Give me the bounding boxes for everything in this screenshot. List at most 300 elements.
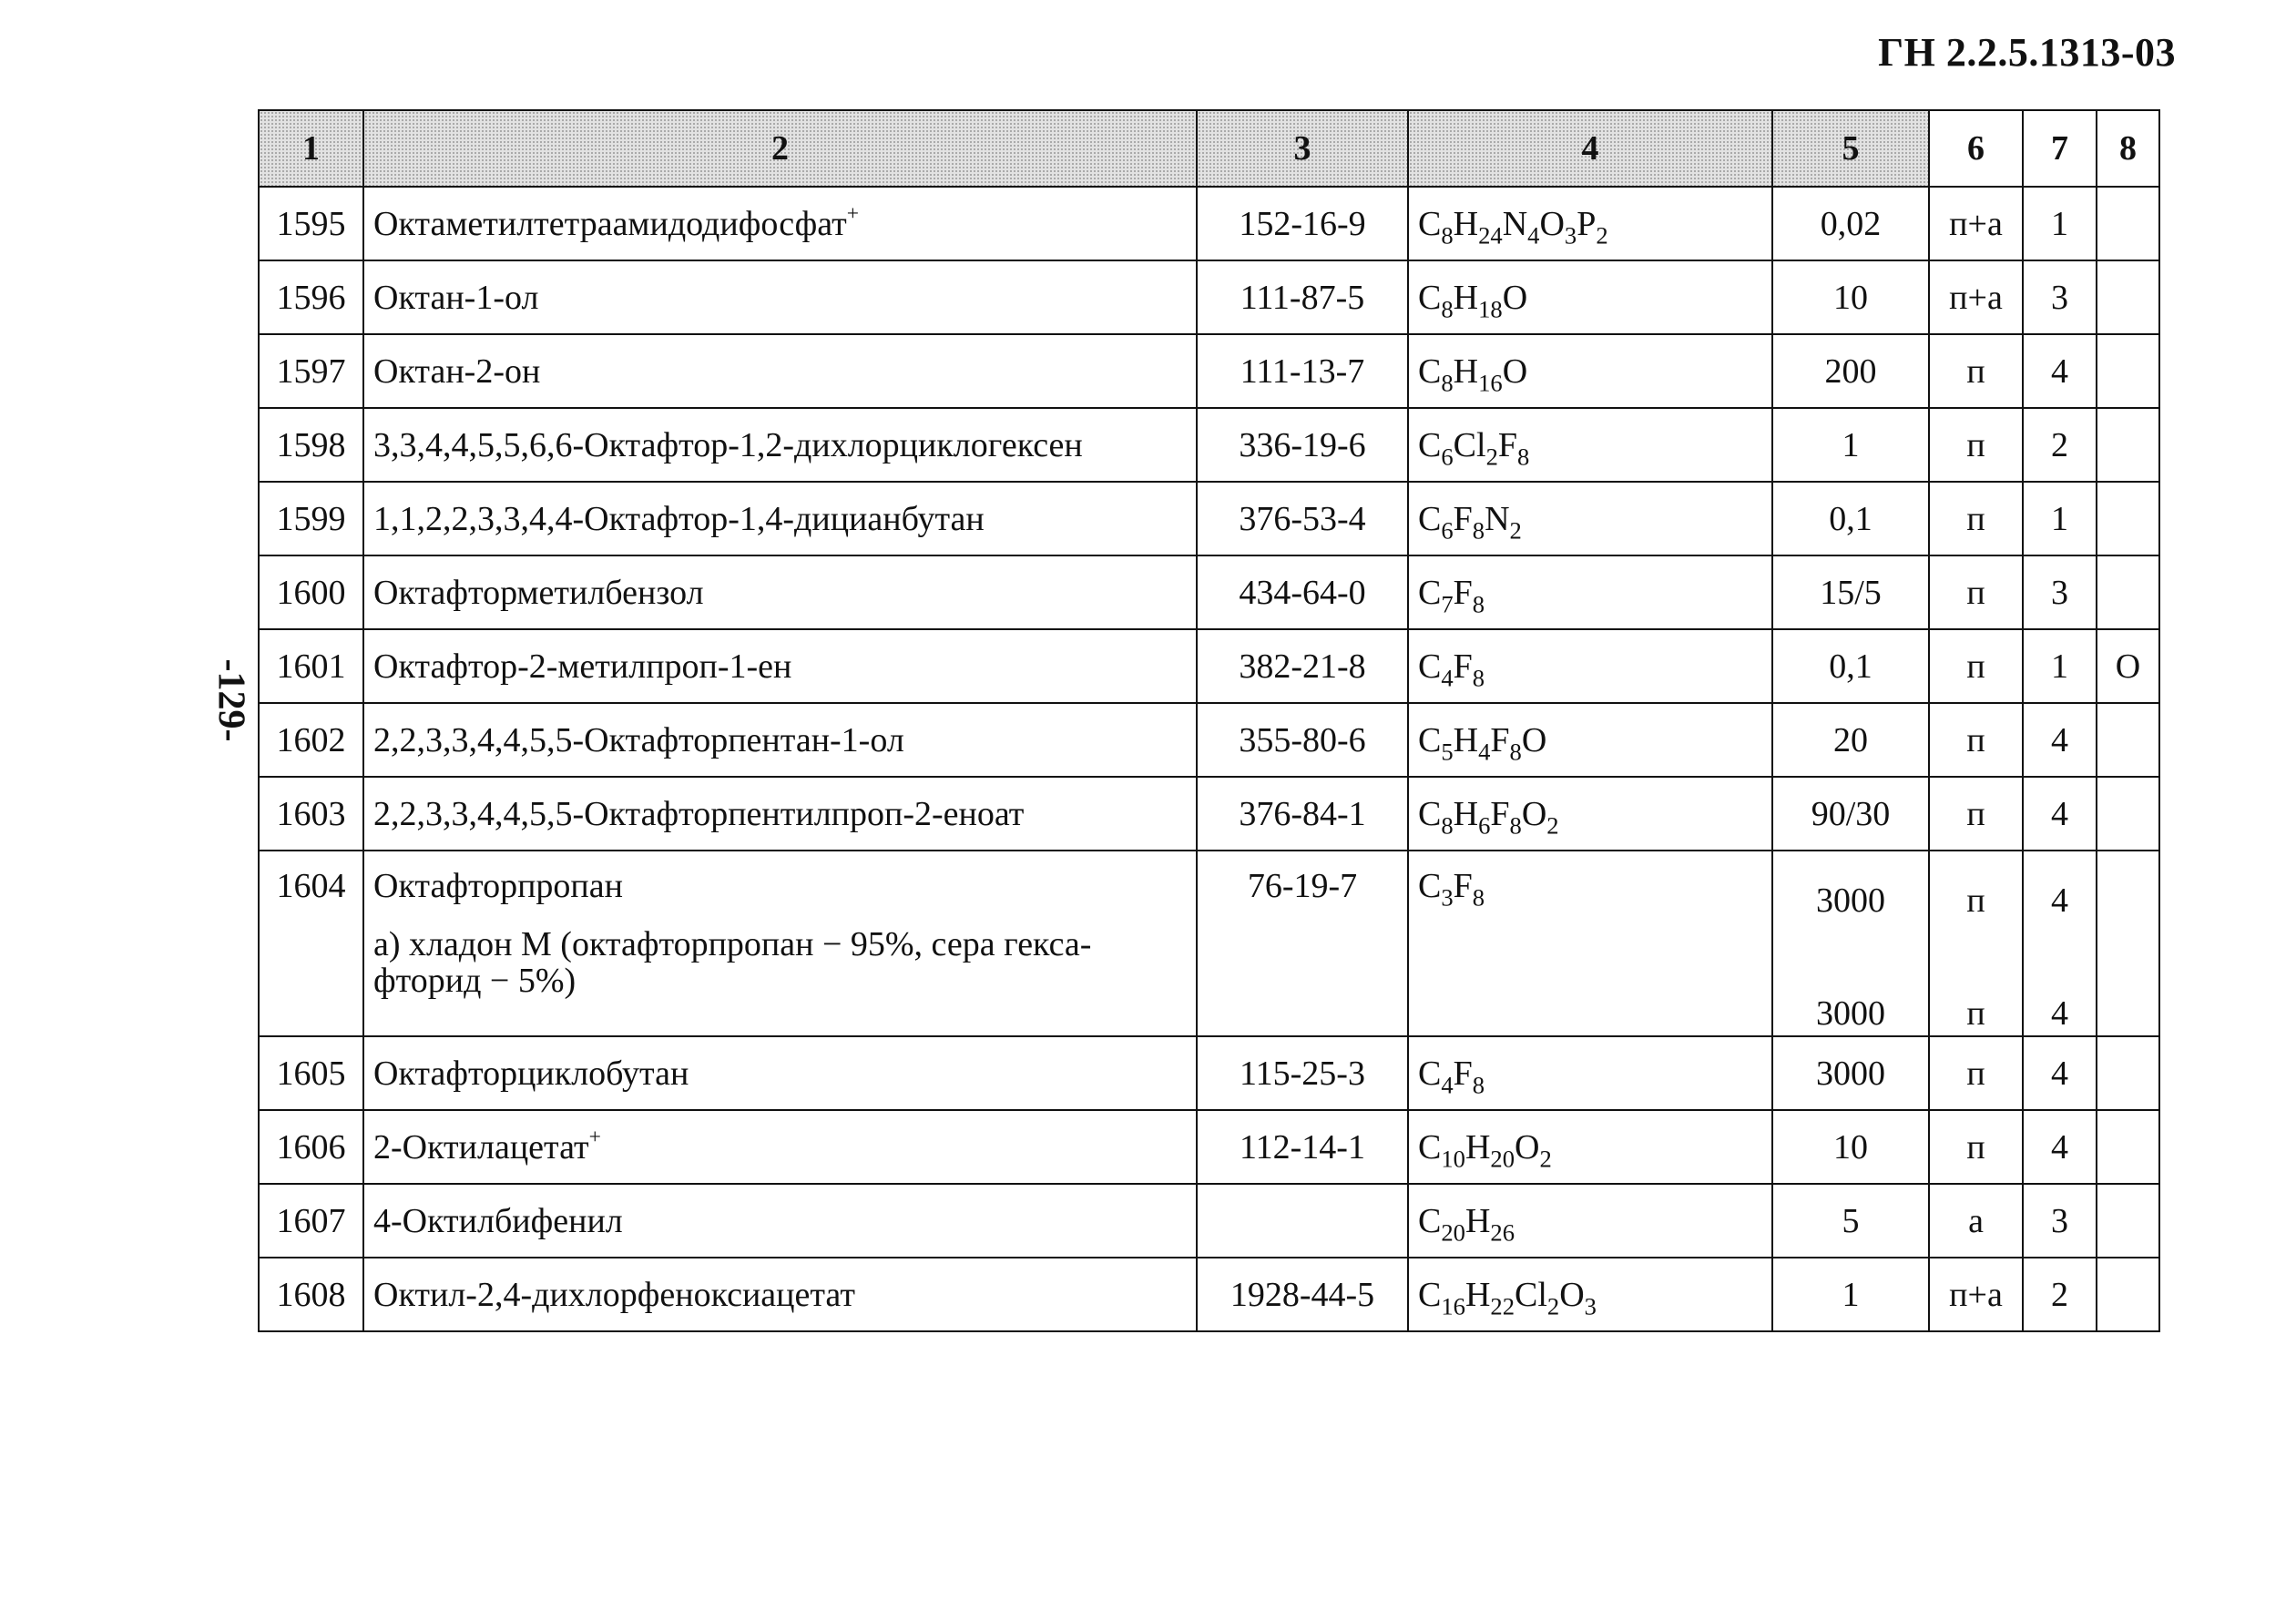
row-number: 1604 [276, 867, 346, 905]
aggregate-state-cell [1929, 777, 2023, 851]
formula-subscript: 22 [1490, 1291, 1515, 1319]
formula-subscript: 8 [1472, 883, 1485, 912]
formula-subscript: 8 [1441, 368, 1454, 396]
formula-element: C [1418, 867, 1442, 905]
substance-name-cell [363, 408, 1197, 482]
aggregate-state-cell [1929, 851, 2023, 1036]
formula-element: C [1418, 1127, 1442, 1167]
hazard-class: 4 [2051, 794, 2068, 833]
substance-name: Октаметилтетраамидодифосфат [373, 204, 847, 243]
row-number: 1600 [276, 573, 346, 612]
formula-subscript: 7 [1441, 589, 1454, 617]
formula-element: C [1418, 794, 1442, 833]
page-number: -129- [209, 658, 252, 742]
exposure-limit-cell [1772, 555, 1929, 629]
formula-subscript: 8 [1509, 737, 1522, 765]
substance-name-cell [363, 555, 1197, 629]
exposure-limit: 0,1 [1829, 499, 1873, 538]
formula-subscript: 8 [1472, 589, 1485, 617]
exposure-limit: 1 [1842, 425, 1860, 464]
formula-subscript: 4 [1441, 1070, 1454, 1098]
cas-number-cell [1197, 1036, 1408, 1110]
cas-number: 382-21-8 [1239, 647, 1366, 686]
document-code: ГН 2.2.5.1313-03 [1878, 30, 2176, 75]
table-row [259, 1036, 2159, 1110]
formula-subscript: 4 [1441, 663, 1454, 691]
formula-cell [1408, 777, 1772, 851]
table-body [259, 187, 2159, 1331]
note-cell [2097, 777, 2159, 851]
aggregate-state-cell [1929, 1258, 2023, 1331]
aggregate-state: п [1966, 720, 1985, 759]
exposure-limit: 3000 [1816, 1054, 1885, 1093]
formula-subscript: 2 [1539, 1144, 1552, 1172]
substance-name-cell [363, 703, 1197, 777]
formula-element: F [1453, 647, 1473, 686]
formula-element: O [1521, 720, 1547, 759]
formula-cell [1408, 851, 1772, 1036]
table-row [259, 1258, 2159, 1331]
row-number: 1602 [276, 720, 346, 759]
hazard-class: 3 [2051, 278, 2068, 317]
row-number-cell [259, 408, 363, 482]
formula-element: C [1418, 1275, 1442, 1314]
hazard-class-cell [2023, 408, 2097, 482]
exposure-limit: 3000 [1816, 881, 1885, 920]
table-row [259, 334, 2159, 408]
row-number: 1601 [276, 647, 346, 686]
hazard-class-cell [2023, 1258, 2097, 1331]
substance-name-cell [363, 777, 1197, 851]
row-number: 1598 [276, 425, 346, 464]
formula-element: O [1539, 204, 1565, 243]
hazard-class-cell [2023, 260, 2097, 334]
exposure-limit: 200 [1824, 352, 1877, 391]
row-number: 1606 [276, 1127, 346, 1167]
row-number-cell [259, 777, 363, 851]
row-number-cell [259, 482, 363, 555]
substance-subname: а) хладон М (октафторпропан − 95%, сера гекса-фторид − 5%) [373, 925, 1092, 1000]
substance-name-cell [363, 1184, 1197, 1258]
formula-cell [1408, 1110, 1772, 1184]
formula-subscript: 4 [1478, 737, 1491, 765]
row-number-cell [259, 260, 363, 334]
cas-number: 111-13-7 [1240, 352, 1365, 391]
aggregate-state: п [1966, 425, 1985, 464]
row-number-cell [259, 703, 363, 777]
row-number: 1607 [276, 1201, 346, 1240]
formula-subscript: 24 [1478, 220, 1503, 249]
note-cell [2097, 555, 2159, 629]
exposure-limit-cell [1772, 334, 1929, 408]
formula-element: F [1490, 794, 1510, 833]
note-cell [2097, 1110, 2159, 1184]
exposure-limit-cell [1772, 187, 1929, 260]
note-cell [2097, 851, 2159, 1036]
formula-element: Cl [1515, 1275, 1547, 1314]
exposure-limit-cell [1772, 260, 1929, 334]
column-header: 6 [1929, 110, 2023, 187]
table-row [259, 187, 2159, 260]
note-cell [2097, 1184, 2159, 1258]
hazard-class: 4 [2051, 881, 2068, 920]
formula-element: F [1453, 1054, 1473, 1093]
cas-number-cell [1197, 777, 1408, 851]
exposure-limit-cell [1772, 629, 1929, 703]
hazard-class: 4 [2051, 1054, 2068, 1093]
row-number: 1599 [276, 499, 346, 538]
exposure-limit: 0,1 [1829, 647, 1873, 686]
formula-subscript: 6 [1441, 442, 1454, 470]
formula-subscript: 8 [1441, 810, 1454, 839]
row-number: 1605 [276, 1054, 346, 1093]
exposure-limit: 90/30 [1811, 794, 1891, 833]
formula-element: O [1559, 1275, 1585, 1314]
cas-number-cell [1197, 482, 1408, 555]
formula-cell [1408, 187, 1772, 260]
cas-number-cell [1197, 851, 1408, 1036]
formula-element: H [1453, 720, 1479, 759]
table-row [259, 1110, 2159, 1184]
substance-name: 2,2,3,3,4,4,5,5-Октафторпентан-1-ол [373, 720, 904, 759]
hazard-class: 4 [2051, 352, 2068, 391]
column-header: 7 [2023, 110, 2097, 187]
cas-number-cell [1197, 408, 1408, 482]
formula-subscript: 26 [1490, 1218, 1515, 1246]
hazard-class: 4 [2051, 720, 2068, 759]
formula-element: C [1418, 425, 1442, 464]
aggregate-state-cell [1929, 1110, 2023, 1184]
formula-subscript: 18 [1478, 294, 1503, 322]
table-row [259, 777, 2159, 851]
note-cell [2097, 334, 2159, 408]
hazard-class: 2 [2051, 425, 2068, 464]
cas-number-cell [1197, 187, 1408, 260]
column-header: 8 [2097, 110, 2159, 187]
note-mark: + [588, 1125, 601, 1149]
substance-name: Октил-2,4-дихлорфеноксиацетат [373, 1275, 855, 1314]
hazard-class-cell [2023, 187, 2097, 260]
formula-subscript: 3 [1564, 220, 1577, 249]
cas-number-cell [1197, 260, 1408, 334]
formula-element: H [1453, 352, 1479, 391]
formula-subscript: 3 [1584, 1291, 1597, 1319]
substance-name: 1,1,2,2,3,3,4,4-Октафтор-1,4-дицианбутан [373, 499, 985, 538]
formula-element: H [1453, 278, 1479, 317]
aggregate-state: п [1966, 1054, 1985, 1093]
hazard-class: 1 [2051, 647, 2068, 686]
hazard-class-cell [2023, 555, 2097, 629]
formula-cell [1408, 1184, 1772, 1258]
hazard-class: 4 [2051, 1127, 2068, 1167]
aggregate-state-cell [1929, 260, 2023, 334]
formula-subscript: 8 [1509, 810, 1522, 839]
cas-number-cell [1197, 334, 1408, 408]
formula-cell [1408, 408, 1772, 482]
aggregate-state-cell [1929, 555, 2023, 629]
table-row [259, 408, 2159, 482]
hazard-class-cell [2023, 334, 2097, 408]
formula-element: C [1418, 1201, 1442, 1240]
substance-name: 4-Октилбифенил [373, 1201, 623, 1240]
substances-table [258, 109, 2160, 1332]
aggregate-state-sub: п [1966, 994, 1985, 1033]
exposure-limit: 10 [1833, 1127, 1868, 1167]
formula-subscript: 8 [1517, 442, 1530, 470]
table-row [259, 629, 2159, 703]
row-number: 1597 [276, 352, 346, 391]
substance-name: Октафторметилбензол [373, 573, 704, 612]
formula-subscript: 3 [1441, 883, 1454, 912]
substance-name-cell [363, 482, 1197, 555]
substance-name-cell [363, 629, 1197, 703]
cas-number: 434-64-0 [1239, 573, 1366, 612]
row-number-cell [259, 629, 363, 703]
exposure-limit-cell [1772, 1110, 1929, 1184]
cas-number-cell [1197, 1184, 1408, 1258]
formula-element: C [1418, 499, 1442, 538]
table-row [259, 703, 2159, 777]
formula-cell [1408, 1258, 1772, 1331]
formula-element: C [1418, 204, 1442, 243]
aggregate-state-cell [1929, 482, 2023, 555]
formula-element: Cl [1453, 425, 1486, 464]
hazard-class-cell [2023, 1036, 2097, 1110]
formula-subscript: 20 [1441, 1218, 1465, 1246]
formula-element: N [1485, 499, 1510, 538]
formula-subscript: 16 [1441, 1291, 1465, 1319]
formula-element: F [1453, 499, 1473, 538]
cas-number: 376-53-4 [1239, 499, 1366, 538]
exposure-limit: 10 [1833, 278, 1868, 317]
note-cell [2097, 482, 2159, 555]
cas-number: 115-25-3 [1240, 1054, 1365, 1093]
formula-subscript: 16 [1478, 368, 1503, 396]
hazard-class: 1 [2051, 499, 2068, 538]
hazard-class: 3 [2051, 573, 2068, 612]
formula-subscript: 8 [1441, 294, 1454, 322]
exposure-limit-cell [1772, 703, 1929, 777]
formula-element: F [1497, 425, 1517, 464]
hazard-class-cell [2023, 482, 2097, 555]
substance-name-cell [363, 187, 1197, 260]
formula-cell [1408, 260, 1772, 334]
aggregate-state-cell [1929, 1184, 2023, 1258]
formula-subscript: 8 [1472, 1070, 1485, 1098]
table-row [259, 482, 2159, 555]
note-cell [2097, 260, 2159, 334]
note-cell [2097, 703, 2159, 777]
exposure-limit-cell [1772, 1258, 1929, 1331]
formula-element: C [1418, 278, 1442, 317]
aggregate-state: п [1966, 573, 1985, 612]
exposure-limit-cell [1772, 851, 1929, 1036]
exposure-limit: 15/5 [1820, 573, 1882, 612]
substance-name-cell [363, 1110, 1197, 1184]
exposure-limit-cell [1772, 1036, 1929, 1110]
aggregate-state: п [1966, 352, 1985, 391]
row-number-cell [259, 1184, 363, 1258]
column-header: 3 [1197, 110, 1408, 187]
exposure-limit: 20 [1833, 720, 1868, 759]
cas-number: 76-19-7 [1247, 867, 1358, 905]
hazard-class-cell [2023, 703, 2097, 777]
column-header: 5 [1772, 110, 1929, 187]
hazard-class-cell [2023, 1110, 2097, 1184]
substance-name-cell [363, 334, 1197, 408]
row-number: 1595 [276, 204, 346, 243]
formula-subscript: 10 [1441, 1144, 1465, 1172]
formula-subscript: 2 [1596, 220, 1608, 249]
table-row [259, 555, 2159, 629]
exposure-limit-cell [1772, 408, 1929, 482]
formula-element: H [1464, 1275, 1491, 1314]
table-row [259, 260, 2159, 334]
hazard-class-cell [2023, 629, 2097, 703]
formula-element: O [1515, 1127, 1540, 1167]
note-cell [2097, 1036, 2159, 1110]
cas-number-cell [1197, 703, 1408, 777]
cas-number: 355-80-6 [1239, 720, 1366, 759]
formula-subscript: 6 [1478, 810, 1491, 839]
formula-subscript: 2 [1509, 515, 1522, 544]
formula-element: F [1453, 867, 1473, 905]
cas-number-cell [1197, 1258, 1408, 1331]
substance-name-cell [363, 1258, 1197, 1331]
formula-subscript: 8 [1472, 663, 1485, 691]
formula-subscript: 8 [1441, 220, 1454, 249]
cas-number: 111-87-5 [1240, 278, 1365, 317]
cas-number-cell [1197, 555, 1408, 629]
hazard-class-cell [2023, 851, 2097, 1036]
aggregate-state: а [1968, 1201, 1984, 1240]
column-header: 4 [1408, 110, 1772, 187]
formula-subscript: 2 [1485, 442, 1498, 470]
note-mark: + [846, 201, 860, 226]
substance-name: Октафтор-2-метилпроп-1-ен [373, 647, 792, 686]
table-row [259, 851, 2159, 1036]
formula-element: C [1418, 352, 1442, 391]
exposure-limit-cell [1772, 1184, 1929, 1258]
row-number-cell [259, 187, 363, 260]
cas-number: 112-14-1 [1240, 1127, 1365, 1167]
note-cell [2097, 629, 2159, 703]
exposure-limit-cell [1772, 482, 1929, 555]
formula-element: H [1453, 204, 1479, 243]
substance-name: Октафторпропан [373, 867, 623, 905]
substance-name-cell [363, 1036, 1197, 1110]
hazard-class: 2 [2051, 1275, 2068, 1314]
substance-name: Октафторциклобутан [373, 1054, 689, 1093]
formula-element: P [1577, 204, 1597, 243]
formula-element: C [1418, 720, 1442, 759]
formula-element: H [1464, 1201, 1491, 1240]
aggregate-state: п+а [1949, 278, 2003, 317]
aggregate-state: п [1966, 794, 1985, 833]
formula-subscript: 4 [1527, 220, 1540, 249]
formula-element: O [1502, 352, 1528, 391]
aggregate-state: п [1966, 881, 1985, 920]
hazard-class-cell [2023, 1184, 2097, 1258]
substance-name: Октан-1-ол [373, 278, 539, 317]
formula-subscript: 5 [1441, 737, 1454, 765]
formula-element: C [1418, 573, 1442, 612]
formula-cell [1408, 482, 1772, 555]
aggregate-state: п+а [1949, 1275, 2003, 1314]
cas-number: 1928-44-5 [1230, 1275, 1375, 1314]
row-number: 1596 [276, 278, 346, 317]
formula-element: N [1502, 204, 1528, 243]
aggregate-state: п [1966, 647, 1985, 686]
hazard-class: 3 [2051, 1201, 2068, 1240]
exposure-limit: 5 [1842, 1201, 1860, 1240]
hazard-class-cell [2023, 777, 2097, 851]
formula-element: H [1464, 1127, 1491, 1167]
cas-number: 336-19-6 [1239, 425, 1366, 464]
hazard-class-sub: 4 [2051, 994, 2068, 1033]
formula-subscript: 20 [1490, 1144, 1515, 1172]
column-header: 2 [363, 110, 1197, 187]
cas-number-cell [1197, 629, 1408, 703]
formula-element: O [1521, 794, 1547, 833]
cas-number-cell [1197, 1110, 1408, 1184]
substance-name-cell [363, 260, 1197, 334]
row-number-cell [259, 1258, 363, 1331]
substance-name: 2,2,3,3,4,4,5,5-Октафторпентилпроп-2-еноат [373, 794, 1025, 833]
substance-name: 3,3,4,4,5,5,6,6-Октафтор-1,2-дихлорциклогексен [373, 425, 1083, 464]
row-number: 1603 [276, 794, 346, 833]
row-number: 1608 [276, 1275, 346, 1314]
exposure-limit: 1 [1842, 1275, 1860, 1314]
table-header-row [259, 110, 2159, 187]
column-header: 1 [259, 110, 363, 187]
hazard-class: 1 [2051, 204, 2068, 243]
formula-element: F [1490, 720, 1510, 759]
formula-cell [1408, 1036, 1772, 1110]
row-number-cell [259, 555, 363, 629]
formula-element: O [1502, 278, 1528, 317]
substance-name: 2-Октилацетат [373, 1127, 589, 1167]
exposure-limit-sub: 3000 [1816, 994, 1885, 1033]
note-cell [2097, 187, 2159, 260]
aggregate-state: п [1966, 1127, 1985, 1167]
row-number-cell [259, 334, 363, 408]
formula-element: H [1453, 794, 1479, 833]
aggregate-state-cell [1929, 408, 2023, 482]
formula-cell [1408, 555, 1772, 629]
formula-element: F [1453, 573, 1473, 612]
formula-cell [1408, 334, 1772, 408]
formula-cell [1408, 629, 1772, 703]
formula-subscript: 6 [1441, 515, 1454, 544]
row-number-cell [259, 1036, 363, 1110]
formula-subscript: 2 [1546, 810, 1559, 839]
aggregate-state: п [1966, 499, 1985, 538]
formula-element: C [1418, 1054, 1442, 1093]
aggregate-state: п+а [1949, 204, 2003, 243]
formula-cell [1408, 703, 1772, 777]
row-number-cell [259, 851, 363, 1036]
note-cell [2097, 1258, 2159, 1331]
substance-name: Октан-2-он [373, 352, 541, 391]
aggregate-state-cell [1929, 703, 2023, 777]
aggregate-state-cell [1929, 334, 2023, 408]
exposure-limit: 0,02 [1820, 204, 1882, 243]
aggregate-state-cell [1929, 187, 2023, 260]
table-row [259, 1184, 2159, 1258]
aggregate-state-cell [1929, 1036, 2023, 1110]
note-cell [2097, 408, 2159, 482]
